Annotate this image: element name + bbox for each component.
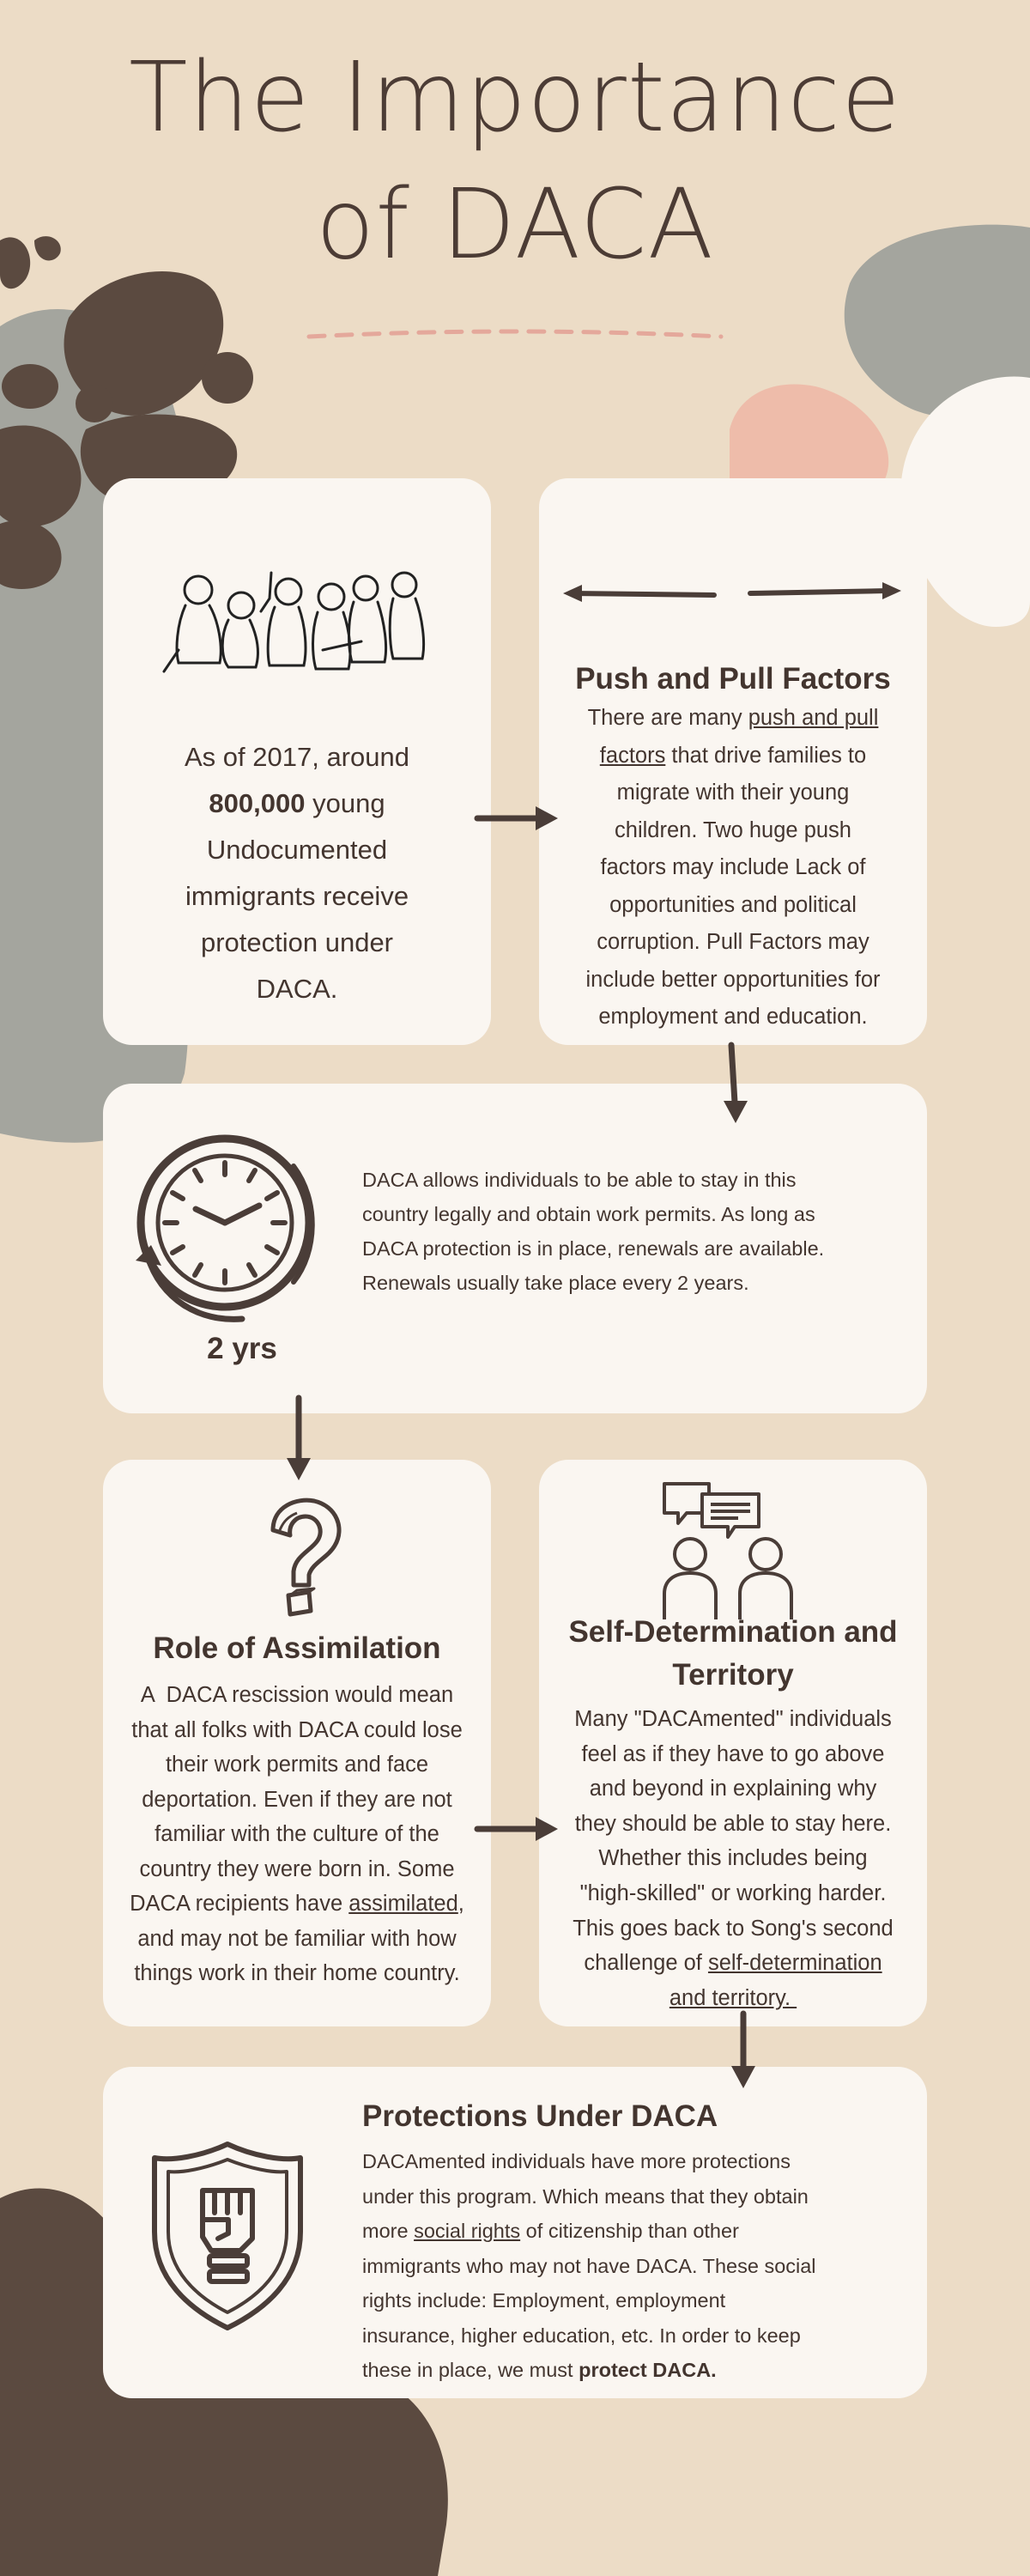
title-dash-line [309,331,721,337]
self-determination-heading: Self-Determination and Territory [568,1615,898,1692]
pink-blob [730,384,888,481]
clock-renewal-icon [122,1132,328,1329]
card-protections [103,2067,927,2398]
card-self-determination [539,1460,927,2026]
renewal-text: DACA allows individuals to be able to stay in this country legally and obtain work permits. As long as DACA protection is in place, renewals are available. Renewals usually take place every 2 years. [362,1169,825,1294]
card-push-pull [539,478,927,1045]
population-text-line: immigrants receive [185,881,409,911]
card-assimilation [103,1460,491,2026]
assimilated-link[interactable]: assimilated [348,1892,458,1916]
population-text [103,734,491,1012]
shield-fist-icon [146,2137,309,2335]
dark-blob [76,385,113,422]
self-determination-link[interactable]: self-determination [707,1951,882,1976]
social-rights-link[interactable]: social rights [414,2220,521,2242]
territory-link[interactable]: and territory. [669,1985,797,2010]
protect-daca-emphasis: protect DACA. [579,2359,717,2381]
group-of-people-icon [160,564,434,693]
population-text-line: As of 2017, around [185,742,409,772]
population-count: 800,000 [209,788,306,818]
assimilation-heading: Role of Assimilation [153,1631,441,1665]
dark-blob [2,364,58,409]
page-title-line-1: The Importance [129,42,901,154]
push-pull-heading: Push and Pull Factors [575,662,891,696]
assimilation-text: A DACA rescission would mean that all folks with DACA could lose their work permits and face deportation. Even if they are not familiar with the culture of the country they were born in. Some DACA recipients have assimilated, and may not be familiar with how things work in their home country. [130,1683,464,1985]
population-text-line: DACA. [256,974,338,1004]
push-pull-link[interactable]: push and pull [748,706,879,730]
page-title-line-2: of DACA [315,169,715,281]
card-population [103,478,491,1045]
protections-text: DACAmented individuals have more protections under this program. Which means that they obtain more social rights of citizenship than other immigrants who may not have DACA. These social rights include: Employment, employment insurance, higher education, etc. In order to keep these in place, we must protect DACA. [362,2150,816,2381]
question-mark-icon [263,1496,348,1625]
two-way-arrows-icon [561,574,905,609]
self-determination-text: Many "DACAmented" individuals feel as if they have to go above and beyond in explaining why they should be able to stay here. Whether this includes being "high-skilled" or working harder. This goes back to Song's second challenge of self-determination and territory. [573,1707,894,2010]
population-text-line: Undocumented [206,835,388,865]
population-text-line: protection under [200,927,394,957]
conversation-people-icon [656,1475,810,1621]
population-text-line: 800,000 young [209,788,385,818]
page-title [0,34,1030,289]
factors-link[interactable]: factors [599,743,666,768]
card-renewal [103,1084,927,1413]
dark-blob [202,352,253,404]
push-pull-text: There are many push and pull factors that drive families to migrate with their young children. Two huge push factors may include Lack of opportunities and political corruption. Pull Factors may include better opportunities for employment and education. [585,706,881,1029]
renewal-label: 2 yrs [207,1332,277,1365]
protections-heading: Protections Under DACA [362,2099,718,2133]
